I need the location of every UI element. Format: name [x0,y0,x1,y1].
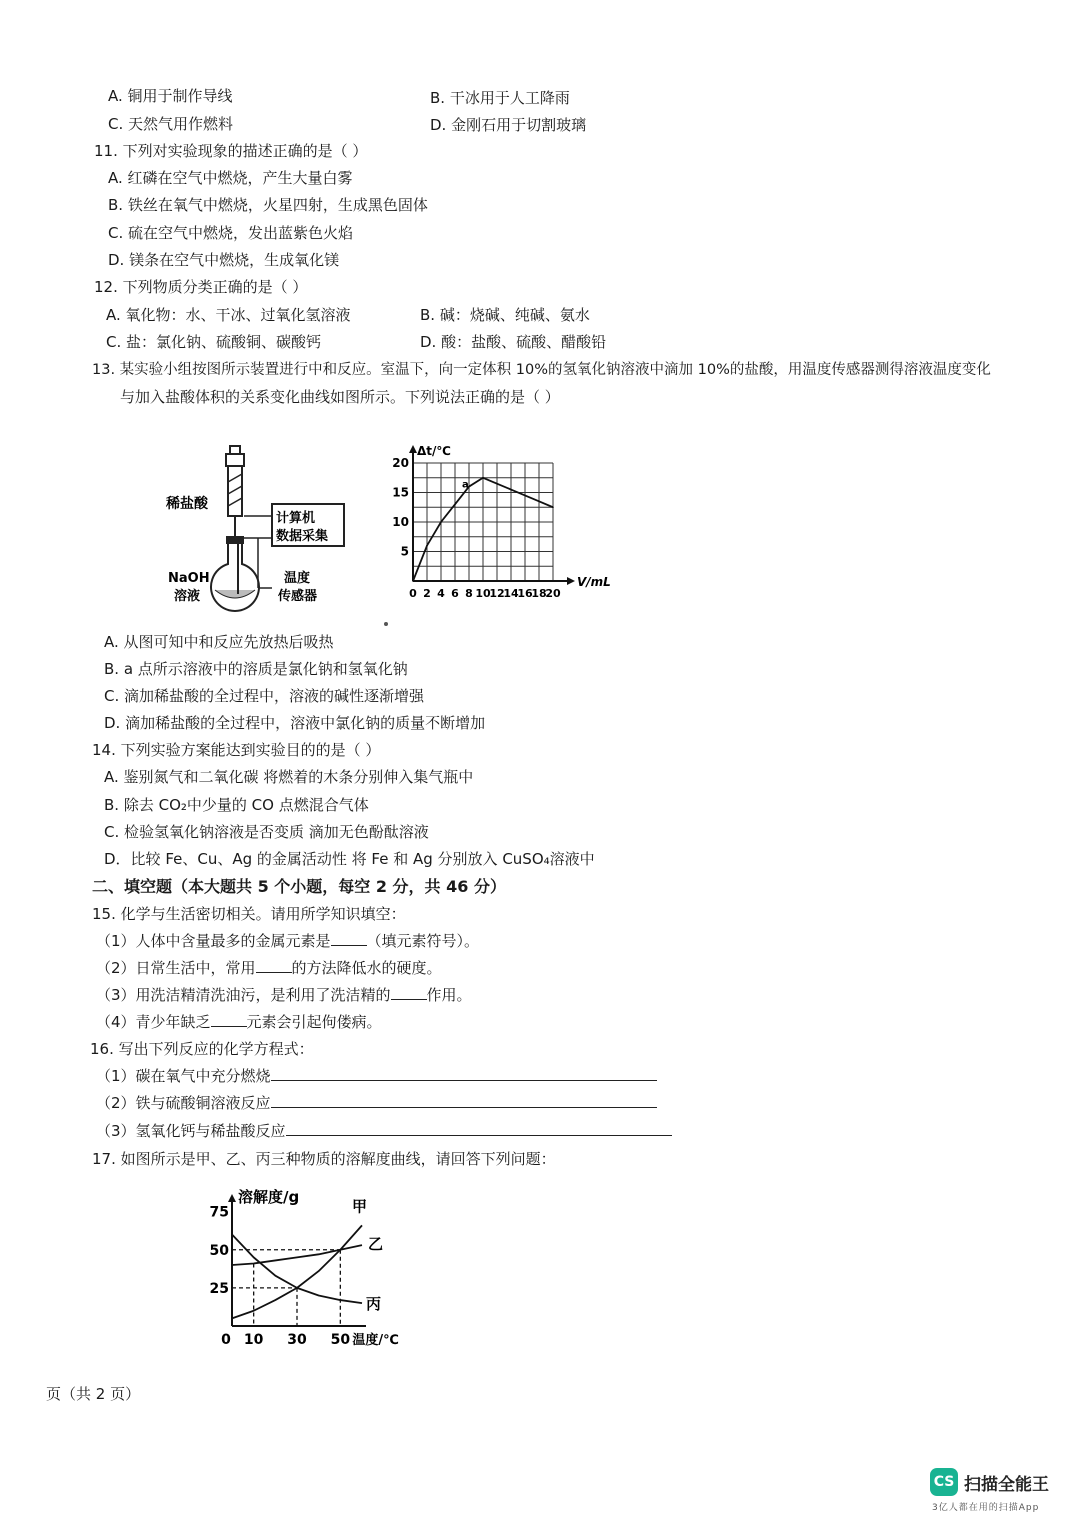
q11-option-a: A. 红磷在空气中燃烧，产生大量白雾 [108,169,353,187]
q13-option-a: A. 从图可知中和反应先放热后吸热 [104,633,334,651]
q12-option-d: D. 酸：盐酸、硫酸、醋酸铅 [420,333,607,351]
x-tick-label: 2 [423,587,431,600]
data-point [510,489,512,491]
temperature-change-chart [385,436,625,606]
x-tick-label: 30 [287,1332,307,1348]
naoh-label-2: 溶液 [174,589,201,604]
round-bottom-flask [211,544,259,611]
solubility-curve-chart [200,1186,399,1348]
y-axis-label: Δt/℃ [417,444,451,458]
q10-option-b: B. 干冰用于人工降雨 [430,89,570,107]
q16-blank-1[interactable] [271,1066,657,1081]
data-point [440,521,442,523]
data-point [412,580,414,582]
q14-stem: 14. 下列实验方案能达到实验目的的是（ ） [92,741,381,759]
computer-label-2: 数据采集 [276,529,329,544]
x-tick-label: 14 [503,587,519,600]
naoh-solution-liquid [215,590,255,598]
point-a-label: a [462,479,469,491]
q14-option-b: B. 除去 CO₂中少量的 CO 点燃混合气体 [104,796,369,814]
q15-part-3: （3）用洗洁精清洗油污，是利用了洗洁精的 作用。 [96,986,472,1004]
page-footer: 页（共 2 页） [46,1385,141,1403]
flask-stopper [226,536,244,544]
x-tick-label: 20 [545,587,561,600]
q13-option-d: D. 滴加稀盐酸的全过程中，溶液中氯化钠的质量不断增加 [104,714,486,732]
q15-part-2: （2）日常生活中，常用 的方法降低水的硬度。 [96,959,442,977]
data-point [454,504,456,506]
q16-part-3: （3）氢氧化钙与稀盐酸反应 [96,1121,672,1141]
dropper-head [226,454,244,466]
q12-stem: 12. 下列物质分类正确的是（ ） [94,278,308,296]
acid-label: 稀盐酸 [166,496,208,512]
y-tick-label: 15 [392,485,409,500]
curve-legend-label: 乙 [368,1235,384,1254]
y-tick-label: 25 [209,1280,229,1297]
q10-option-d: D. 金刚石用于切割玻璃 [430,116,587,134]
watermark-tagline: 3亿人都在用的扫描App [932,1503,1040,1513]
x-tick-label: 8 [465,587,473,600]
y-tick-label: 50 [209,1242,229,1259]
y-tick-label: 20 [392,456,409,470]
q12-option-b: B. 碱：烧碱、纯碱、氨水 [420,306,590,324]
data-point [538,501,540,503]
y-axis-arrow [228,1194,236,1202]
watermark-app-name: 扫描全能王 [964,1475,1049,1495]
data-point [426,545,428,547]
y-tick-label: 75 [209,1204,229,1221]
x-tick-label: 12 [489,587,505,600]
q11-option-c: C. 硫在空气中燃烧，发出蓝紫色火焰 [108,224,354,242]
y-axis-label: 溶解度/g [238,1188,300,1206]
q12-option-c: C. 盐：氯化钠、硫酸铜、碳酸钙 [106,333,322,351]
q13-stem-line2: 与加入盐酸体积的关系变化曲线如图所示。下列说法正确的是（ ） [120,388,560,406]
curve-legend-label: 丙 [366,1295,382,1314]
q15-part-4: （4）青少年缺乏 元素会引起佝偻病。 [96,1013,382,1031]
x-tick-label: 0 [409,587,417,600]
x-tick-label: 0 [221,1332,231,1348]
q14-option-a: A. 鉴别氮气和二氧化碳 将燃着的木条分别伸入集气瓶中 [104,768,474,786]
q15-blank-1[interactable] [331,931,367,946]
q10-option-c: C. 天然气用作燃料 [108,115,234,133]
sensor-label-1: 温度 [284,571,311,586]
x-tick-label: 18 [531,587,547,600]
q15-blank-2[interactable] [256,958,292,973]
data-point [552,506,554,508]
q16-stem: 16. 写出下列反应的化学方程式： [90,1040,314,1058]
data-point [482,477,484,479]
x-axis-arrow [567,577,575,585]
q13-stem-line1: 13. 某实验小组按图所示装置进行中和反应。室温下，向一定体积 10%的氢氧化钠溶液中滴加 10%的盐酸，用温度传感器测得溶液温度变化 [92,362,991,378]
computer-label-1: 计算机 [276,511,316,526]
q11-option-d: D. 镁条在空气中燃烧，生成氧化镁 [108,251,340,269]
data-point [496,483,498,485]
q15-blank-3[interactable] [391,985,427,1000]
q15-part-1: （1）人体中含量最多的金属元素是 （填元素符号）。 [96,932,480,950]
sensor-label-2: 传感器 [278,589,318,604]
q14-option-d: D．比较 Fe、Cu、Ag 的金属活动性 将 Fe 和 Ag 分别放入 CuSO₄溶液中 [104,850,595,868]
x-tick-label: 50 [330,1332,351,1348]
q16-part-1: （1）碳在氧气中充分燃烧 [96,1066,657,1086]
q10-option-a: A. 铜用于制作导线 [108,87,233,105]
naoh-label-1: NaOH [168,571,210,586]
cs-logo-icon: CS [930,1468,958,1496]
x-axis-label: V/mL [577,575,611,589]
q16-blank-3[interactable] [286,1121,672,1136]
q14-option-c: C. 检验氢氧化钠溶液是否变质 滴加无色酚酞溶液 [104,823,429,841]
dropper-cap [230,446,240,454]
y-tick-label: 10 [392,515,409,529]
q16-part-2: （2）铁与硫酸铜溶液反应 [96,1093,657,1113]
q11-stem: 11. 下列对实验现象的描述正确的是（ ） [94,142,368,160]
x-tick-label: 16 [517,587,533,600]
data-point [524,495,526,497]
q12-option-a: A. 氧化物：水、干冰、过氧化氢溶液 [106,306,351,324]
stray-dot [384,622,388,626]
q13-option-c: C. 滴加稀盐酸的全过程中，溶液的碱性逐渐增强 [104,687,425,705]
x-tick-label: 10 [243,1332,264,1348]
section-2-title: 二、填空题（本大题共 5 个小题，每空 2 分，共 46 分） [92,877,506,896]
x-tick-label: 10 [475,587,491,600]
scanner-watermark [930,1466,1060,1516]
curve-legend-label: 甲 [352,1197,368,1216]
q15-blank-4[interactable] [211,1012,247,1027]
q11-option-b: B. 铁丝在氧气中燃烧，火星四射，生成黑色固体 [108,196,428,214]
solubility-curve-3 [232,1235,362,1304]
x-tick-label: 4 [437,587,445,600]
q15-stem: 15. 化学与生活密切相关。请用所学知识填空： [92,905,406,923]
q17-stem: 17. 如图所示是甲、乙、丙三种物质的溶解度曲线，请回答下列问题： [92,1150,556,1168]
neutralization-apparatus-diagram [160,438,360,613]
y-tick-label: 5 [400,544,409,559]
x-axis-label: 温度/℃ [352,1333,399,1348]
dropper-tube [228,466,242,516]
q13-option-b: B. a 点所示溶液中的溶质是氯化钠和氢氧化钠 [104,660,408,678]
x-tick-label: 6 [451,587,459,600]
q16-blank-2[interactable] [271,1093,657,1108]
y-axis-arrow [409,445,417,453]
